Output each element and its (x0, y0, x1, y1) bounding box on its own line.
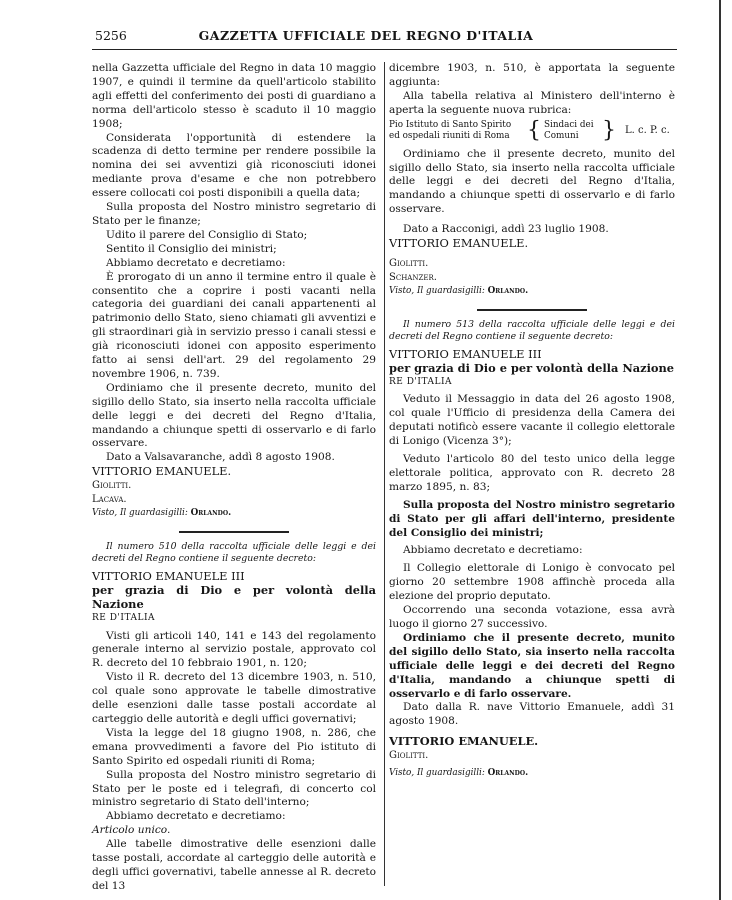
minister-signature: Giolitti. (92, 480, 132, 492)
king-title: VITTORIO EMANUELE III (92, 568, 245, 583)
brace-icon: { (527, 117, 541, 143)
visto-line: Visto, Il guardasigilli: Orlando. (389, 768, 529, 779)
paragraph: Abbiamo decretato e decretiamo: (106, 256, 286, 269)
paragraph: dicembre 1903, n. 510, è apportata la seguente aggiunta: (389, 62, 675, 88)
article-heading: Articolo unico. (92, 824, 171, 837)
minister-signature: Schanzer. (389, 271, 437, 283)
paragraph: È prorogato di un anno il termine entro il quale è consentito che a coprire i posti vacanti nella categoria dei guardiani dei canali appartenenti al patrimonio dello Stato, sieno chiamati gli avventizi e gli straordinari già in servizio presso i canali stessi e già riconosciuti idonei con apposito esperimento fatto ai sensi dell'art. 29 del regolamento 29 novembre 1906, n. 739. (92, 270, 376, 380)
paragraph: Alle tabelle dimostrative delle esenzioni dalle tasse postali, accordate al carteggio delle autorità e degli uffici governativi, tabelle annesse al R. decreto del 13 (92, 838, 376, 892)
paragraph: Il Collegio elettorale di Lonigo è convocato pel giorno 20 settembre 1908 affinchè proceda alla elezione del proprio deputato. (389, 562, 675, 603)
visto-line: Visto, Il guardasigilli: Orlando. (92, 508, 232, 518)
king-signature: VITTORIO EMANUELE. (389, 236, 529, 251)
paragraph: Visti gli articoli 140, 141 e 143 del regolamento generale interno al servizio postale, approvato col R. decreto del 10 febbraio 1901, n. 120; (92, 629, 376, 670)
paragraph: Abbiamo decretato e decretiamo: (403, 544, 583, 557)
paragraph: Veduto il Messaggio in data del 26 agosto 1908, col quale l'Ufficio di presidenza della Camera dei deputati notificò essere vacante il collegio elettorale di Lonigo (Vicenza 3°); (389, 393, 675, 448)
date-line: Dato dalla R. nave Vittorio Emanuele, addì 31 agosto 1908. (389, 701, 675, 728)
paragraph: Udito il parere del Consiglio di Stato; (106, 228, 308, 241)
paragraph: Veduto l'articolo 80 del testo unico della legge elettorale politica, approvato con R. decreto 28 marzo 1895, n. 83; (389, 453, 675, 493)
grazia-line: per grazia di Dio e per volontà della Nazione (389, 360, 675, 375)
header-rule (92, 49, 677, 50)
paragraph: Sulla proposta del Nostro ministro segretario di Stato per gli affari dell'interno, presidente del Consiglio dei ministri; (389, 498, 675, 539)
visto-line: Visto, Il guardasigilli: Orlando. (389, 285, 529, 296)
king-title: VITTORIO EMANUELE III (389, 346, 542, 361)
left-column (92, 62, 376, 894)
king-signature: VITTORIO EMANUELE. (92, 464, 232, 479)
king-signature: VITTORIO EMANUELE. (389, 734, 539, 749)
paragraph: Sulla proposta del Nostro ministro segretario di Stato per le poste ed i telegrafi, di concerto col ministro segretario di Stato dell'interno; (92, 768, 376, 809)
section-rule (179, 531, 289, 533)
decree-intro: Il numero 510 della raccolta ufficiale delle leggi e dei decreti del Regno contiene il seguente decreto: (92, 540, 376, 565)
re-italia: RE D'ITALIA (92, 612, 155, 623)
date-line: Dato a Valsavaranche, addì 8 agosto 1908. (106, 451, 335, 464)
re-italia: RE D'ITALIA (389, 376, 452, 387)
paragraph: Considerata l'opportunità di estendere la scadenza di detto termine per rendere possibile la nomina dei sei avventizi già riconosciuti idonei mediante prova d'esame e che non potrebbero essere collocati coi posti disponibili a quella data; (92, 131, 376, 200)
paragraph: Vista la legge del 18 giugno 1908, n. 286, che emana provvedimenti a favore del Pio istituto di Santo Spirito ed ospedali riuniti di Roma; (92, 726, 376, 767)
grazia-line: per grazia di Dio e per volontà della Nazione (92, 582, 376, 611)
decree-intro: Il numero 513 della raccolta ufficiale delle leggi e dei decreti del Regno contiene il seguente decreto: (389, 318, 675, 343)
paragraph: Visto il R. decreto del 13 dicembre 1903, n. 510, col quale sono approvate le tabelle dimostrative delle esenzioni dalle tasse postali accordate al carteggio delle autorità e degli uffici governativi; (92, 671, 376, 725)
page-number: 5256 (95, 28, 127, 43)
paragraph: Occorrendo una seconda votazione, essa avrà luogo il giorno 27 successivo. (389, 604, 675, 630)
rubrica-recipient: Sindaci dei Comuni (544, 119, 594, 141)
paragraph: Abbiamo decretato e decretiamo: (106, 810, 286, 823)
paragraph: Sentito il Consiglio dei ministri; (106, 242, 277, 255)
minister-signature: Giolitti. (389, 257, 429, 269)
minister-signature: Giolitti. (389, 750, 429, 762)
gazette-title: GAZZETTA UFFICIALE DEL REGNO D'ITALIA (198, 28, 534, 43)
paragraph: nella Gazzetta ufficiale del Regno in data 10 maggio 1907, e quindi il termine da quell'articolo stabilito agli effetti del conferimento dei posti di guardiano a norma dell'articolo stesso è scaduto il 10 maggio 1908; (92, 62, 376, 130)
rubrica-code: L. c. P. c. (625, 125, 670, 137)
page-edge (719, 0, 721, 900)
right-column (389, 62, 675, 781)
rubrica-table (389, 117, 675, 143)
minister-signature: Lacava. (92, 494, 127, 506)
paragraph: Ordiniamo che il presente decreto, munito del sigillo dello Stato, sia inserto nella raccolta ufficiale delle leggi e dei decreti del Regno d'Italia, mandando a chiunque spetti di osservarlo e di farlo osservare. (389, 147, 675, 216)
section-rule (477, 309, 587, 311)
date-line: Dato a Racconigi, addì 23 luglio 1908. (403, 223, 609, 236)
rubrica-entity: Pio Istituto di Santo Spirito ed ospedali riuniti di Roma (389, 119, 512, 141)
column-divider (384, 62, 385, 886)
paragraph: Ordiniamo che il presente decreto, munito del sigillo dello Stato, sia inserto nella raccolta ufficiale delle leggi e dei decreti del Regno d'Italia, mandando a chiunque spetti di osservarlo e di farlo osservare. (389, 631, 675, 700)
paragraph: Alla tabella relativa al Ministero dell'interno è aperta la seguente nuova rubrica: (389, 89, 675, 116)
paragraph: Ordiniamo che il presente decreto, munito del sigillo dello Stato, sia inserto nella raccolta ufficiale delle leggi e dei decreti del Regno d'Italia, mandando a chiunque spetti di osservarlo e di farlo osservare. (92, 381, 376, 450)
brace-icon: } (602, 117, 616, 143)
paragraph: Sulla proposta del Nostro ministro segretario di Stato per le finanze; (92, 201, 376, 227)
